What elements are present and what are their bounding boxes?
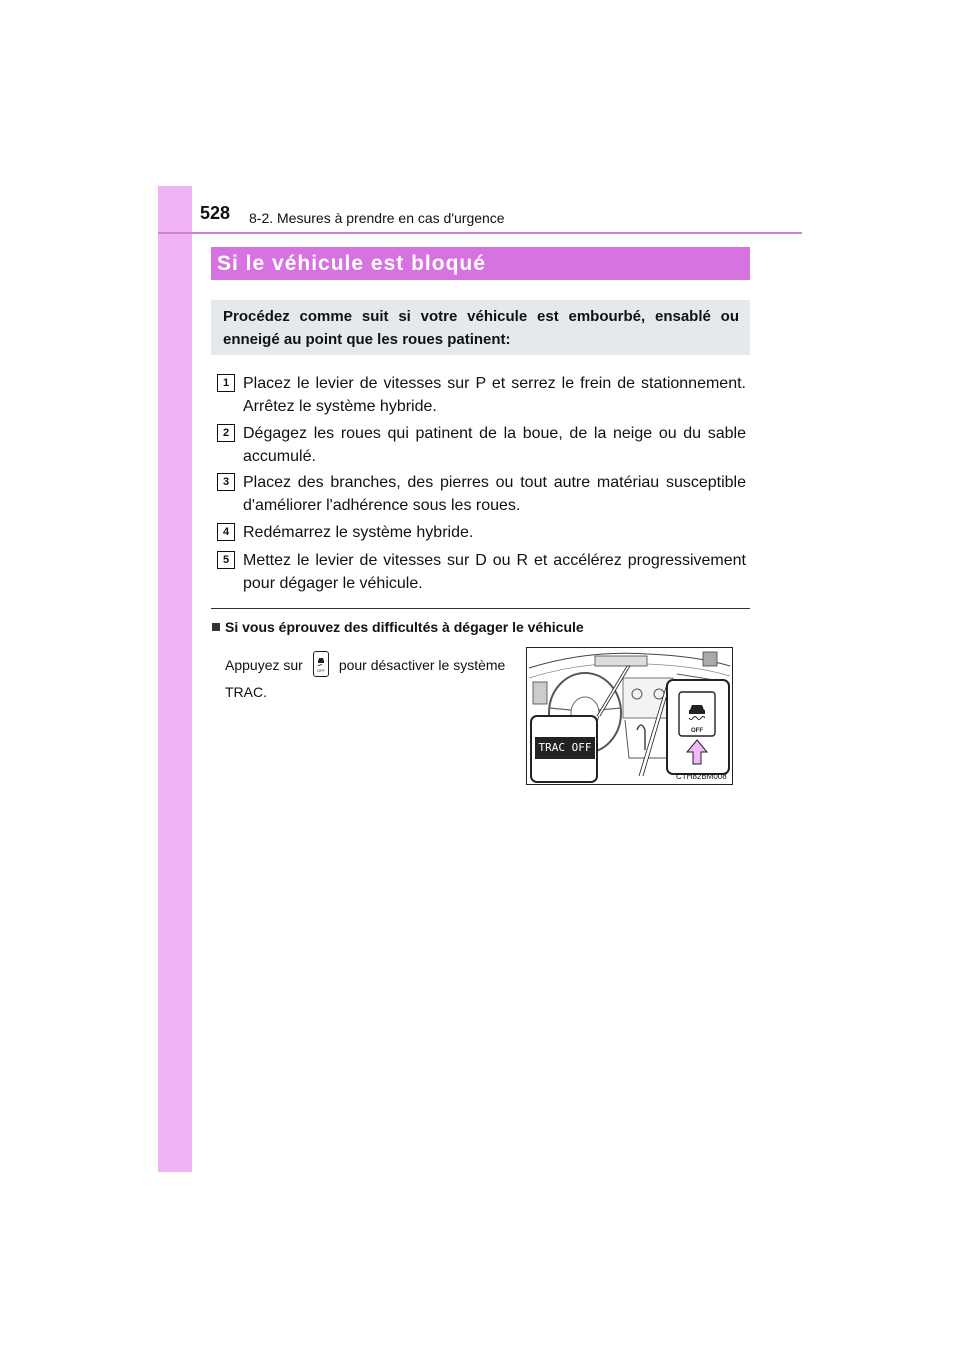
trac-instruction <box>225 652 507 705</box>
step-number: 1 <box>217 374 235 392</box>
instruction-text-after: pour désactiver le système TRAC. <box>225 657 506 701</box>
step-text: Placez le levier de vitesses sur P et serrez le frein de stationnement. Arrêtez le système hybride. <box>243 375 746 415</box>
step-number: 3 <box>217 473 235 491</box>
subsection-heading-text: Si vous éprouvez des difficultés à dégager le véhicule <box>225 619 584 635</box>
svg-text:OFF: OFF <box>316 668 325 674</box>
section-title: Si le véhicule est bloqué <box>211 247 750 280</box>
step-number: 2 <box>217 424 235 442</box>
off-button-label: OFF <box>691 728 703 734</box>
step-number: 5 <box>217 551 235 569</box>
step-text: Dégagez les roues qui patinent de la boue, de la neige ou du sable accumulé. <box>243 425 746 465</box>
step-text: Mettez le levier de vitesses sur D ou R et accélérez progressivement pour dégager le véhicule. <box>243 552 746 592</box>
intro-box: Procédez comme suit si votre véhicule est embourbé, ensablé ou enneigé au point que les roues patinent: <box>211 300 750 355</box>
step-text: Redémarrez le système hybride. <box>243 524 474 541</box>
dashboard-illustration <box>526 647 733 785</box>
trac-off-icon <box>313 651 329 677</box>
chapter-side-tab <box>158 186 192 1172</box>
header-divider <box>158 232 802 234</box>
chapter-title: 8-2. Mesures à prendre en cas d'urgence <box>249 210 505 226</box>
instruction-text-before: Appuyez sur <box>225 657 303 673</box>
step-text: Placez des branches, des pierres ou tout autre matériau susceptible d'améliorer l'adhérence sous les roues. <box>243 474 746 514</box>
trac-off-label: TRAC OFF <box>535 737 595 759</box>
page-number: 528 <box>200 203 231 223</box>
square-bullet-icon <box>212 623 220 631</box>
section-divider <box>211 608 750 609</box>
subsection-heading <box>212 619 584 635</box>
step-number: 4 <box>217 523 235 541</box>
figure-code: CTH82BM008 <box>676 772 727 781</box>
